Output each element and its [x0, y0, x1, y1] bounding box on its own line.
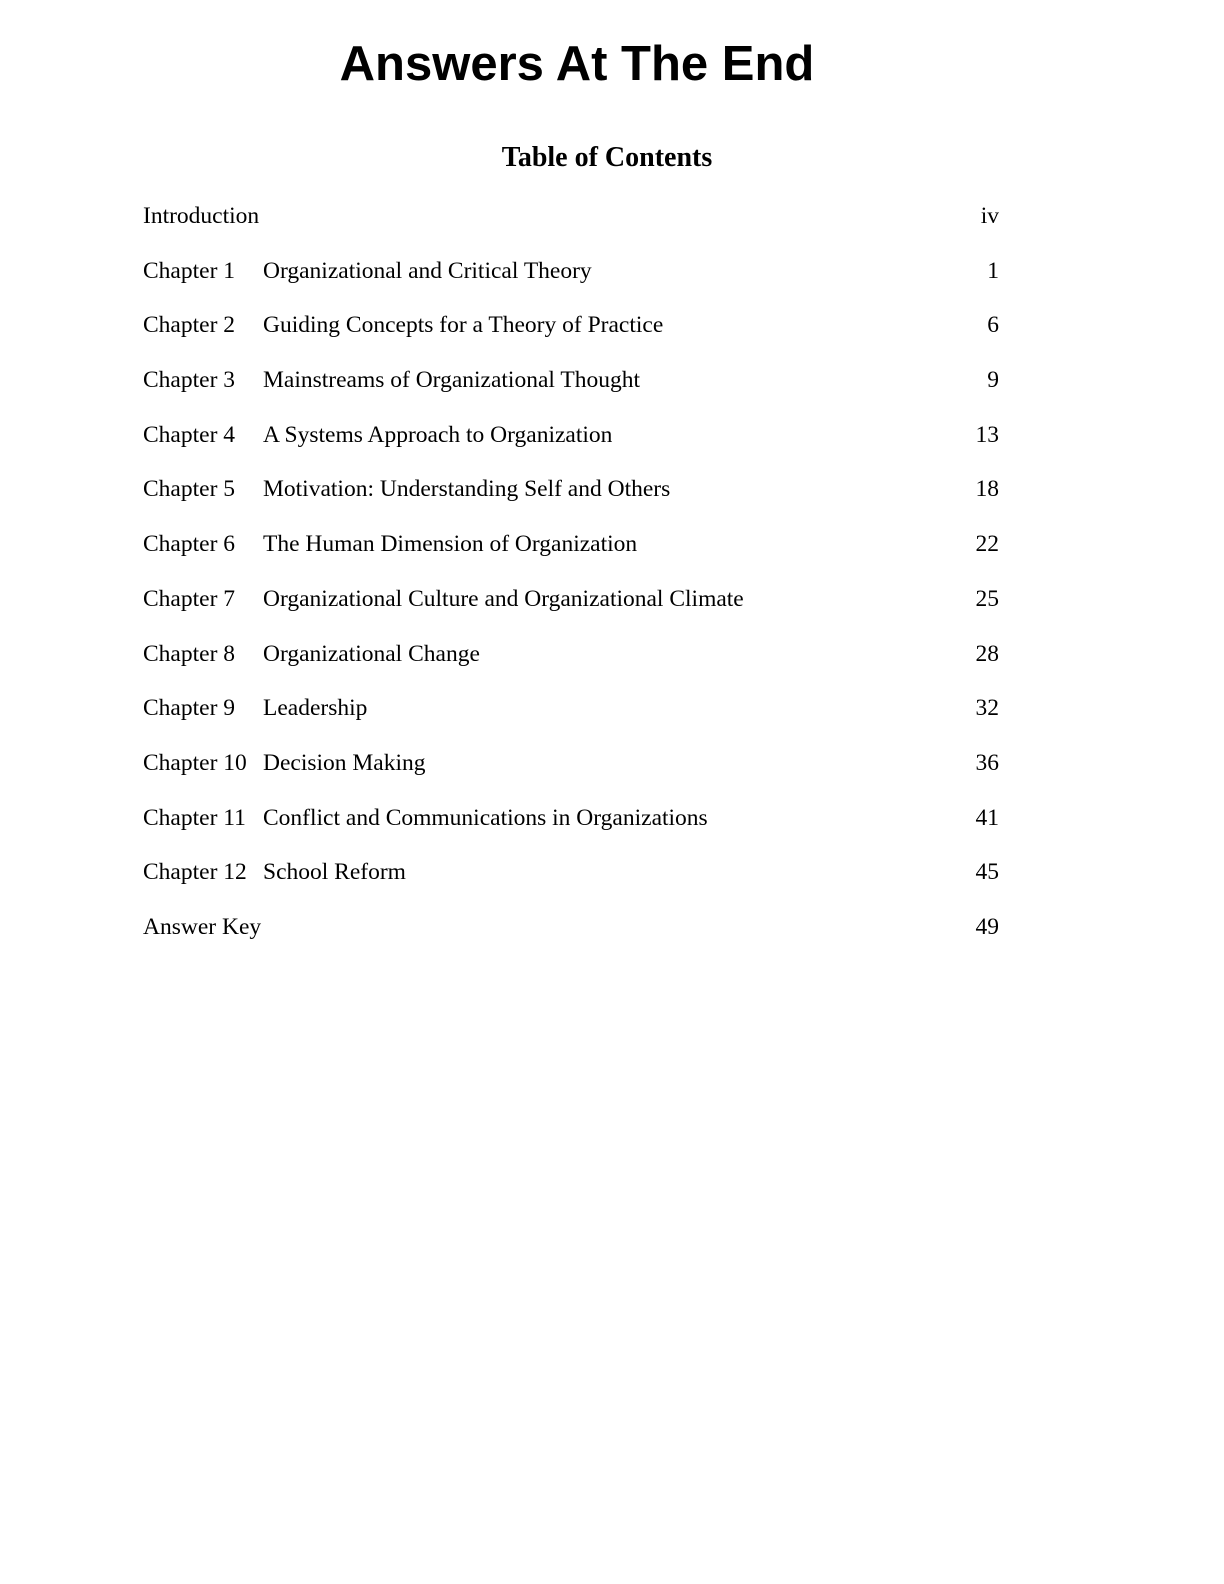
toc-entry-label: Chapter 7: [143, 585, 236, 612]
toc-entry-label: Chapter 9: [143, 695, 236, 722]
toc-entry-page: 1: [987, 257, 999, 284]
toc-entry-title: Decision Making: [263, 749, 426, 776]
toc-entry-label: Chapter 1: [143, 257, 236, 284]
toc-entry-label: Introduction: [143, 203, 260, 229]
toc-entry-chapter-4: [143, 416, 999, 471]
toc-entry-chapter-3: [143, 361, 999, 416]
toc-entry-title: Leadership: [263, 695, 368, 722]
toc-entry-label: Chapter 8: [143, 640, 236, 667]
toc-entry-page: 28: [975, 640, 999, 667]
toc-entry-chapter-2: [143, 306, 999, 361]
toc-entry-label: Chapter 10: [143, 749, 247, 776]
toc-entry-label: Chapter 2: [143, 312, 236, 339]
toc-list: [143, 197, 999, 963]
toc-entry-title: A Systems Approach to Organization: [263, 421, 613, 448]
toc-entry-label: Chapter 12: [143, 859, 247, 886]
toc-entry-label: Chapter 4: [143, 421, 236, 448]
toc-entry-label: Chapter 6: [143, 531, 236, 558]
toc-entry-title: Motivation: Understanding Self and Others: [263, 476, 671, 503]
toc-entry-chapter-10: [143, 744, 999, 799]
toc-entry-introduction: [143, 197, 999, 252]
toc-entry-title: Organizational Change: [263, 640, 480, 667]
toc-entry-chapter-9: [143, 689, 999, 744]
toc-entry-title: Organizational Culture and Organizational Climate: [263, 585, 744, 612]
toc-entry-label: Chapter 3: [143, 367, 236, 394]
toc-entry-label: Chapter 11: [143, 804, 246, 831]
toc-entry-page: iv: [980, 203, 999, 229]
toc-entry-page: 32: [975, 695, 999, 722]
toc-entry-page: 49: [975, 913, 999, 940]
toc-heading: Table of Contents: [501, 142, 713, 173]
toc-entry-chapter-6: [143, 525, 999, 580]
toc-entry-page: 6: [987, 312, 999, 339]
toc-entry-page: 45: [975, 859, 999, 886]
toc-entry-page: 18: [975, 476, 999, 503]
toc-entry-label: Chapter 5: [143, 476, 236, 503]
toc-entry-page: 9: [987, 367, 999, 394]
toc-entry-title: Conflict and Communications in Organizations: [263, 804, 708, 831]
toc-entry-page: 36: [975, 749, 999, 776]
toc-entry-page: 41: [975, 804, 999, 831]
toc-entry-page: 22: [975, 531, 999, 558]
toc-entry-chapter-8: [143, 635, 999, 690]
toc-entry-label: Answer Key: [143, 913, 262, 940]
toc-entry-page: 13: [975, 421, 999, 448]
toc-entry-title: Mainstreams of Organizational Thought: [263, 367, 641, 394]
toc-entry-answer-key: [143, 908, 999, 963]
toc-entry-chapter-5: [143, 470, 999, 525]
toc-entry-chapter-11: [143, 799, 999, 854]
toc-entry-chapter-1: [143, 252, 999, 307]
page-banner-title: Answers At The End: [339, 37, 815, 91]
toc-entry-chapter-7: [143, 580, 999, 635]
toc-entry-chapter-12: [143, 853, 999, 908]
toc-entry-title: The Human Dimension of Organization: [263, 531, 638, 558]
toc-entry-title: School Reform: [263, 859, 406, 886]
toc-entry-title: Organizational and Critical Theory: [263, 257, 592, 284]
toc-entry-title: Guiding Concepts for a Theory of Practice: [263, 312, 664, 339]
toc-entry-page: 25: [975, 585, 999, 612]
